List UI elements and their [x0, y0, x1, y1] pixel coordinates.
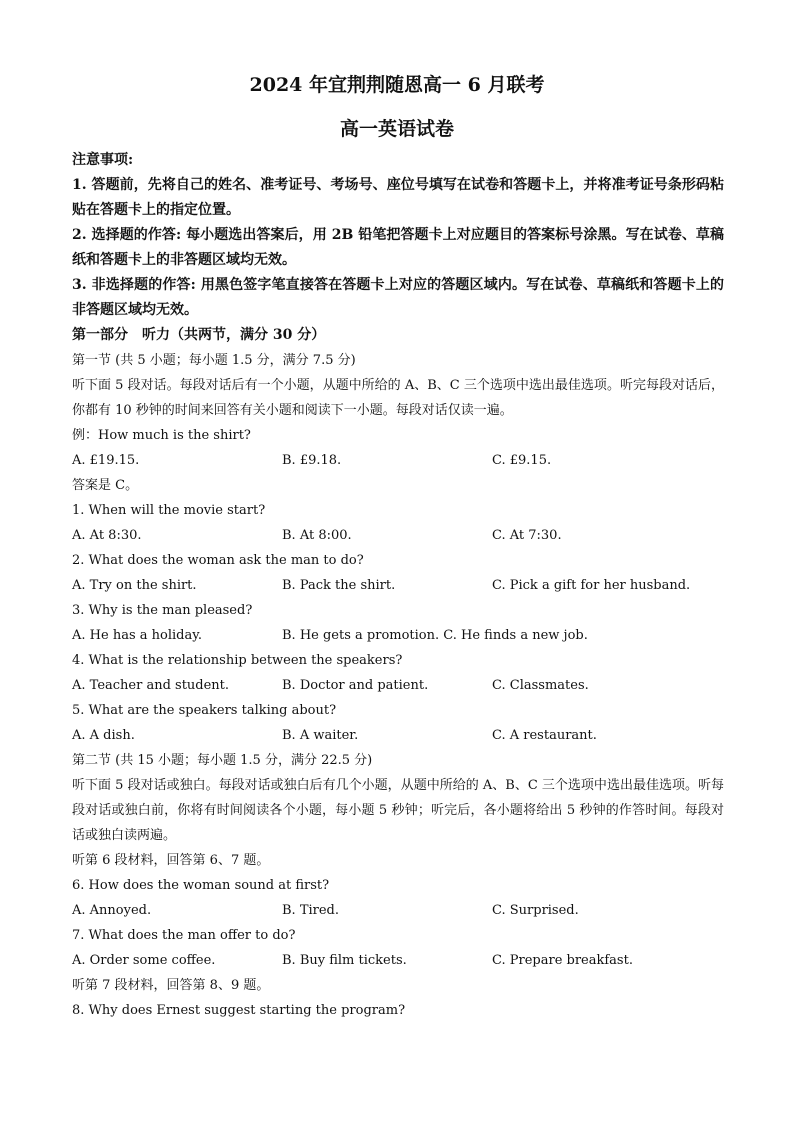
question-1-options: [72, 523, 724, 548]
question-2-options: [72, 573, 724, 598]
option-a: A. He has a holiday.: [72, 628, 202, 643]
question-7-options: [72, 948, 724, 973]
section1-instruction: 听下面 5 段对话。每段对话后有一个小题，从题中所给的 A、B、C 三个选项中选出最佳选项。听完每段对话后，你都有 10 秒钟的时间来回答有关小题和阅读下一小题。每段对话仅读一遍。: [72, 378, 724, 418]
option-b: B. A waiter.: [282, 728, 359, 743]
exam-title: 2024 年宜荆荆随恩高一 6 月联考: [249, 74, 545, 96]
option-b: B. Tired.: [282, 903, 340, 918]
option-b: B. Doctor and patient.: [282, 678, 429, 693]
option-a: A. A dish.: [72, 728, 135, 743]
option-b: B. At 8:00.: [282, 528, 352, 543]
section1-heading: 第一节 (共 5 小题；每小题 1.5 分，满分 7.5 分): [72, 353, 356, 368]
example-answer: 答案是 C。: [72, 478, 139, 493]
exam-content: [72, 148, 724, 1023]
option-b: B. Pack the shirt.: [282, 578, 396, 593]
option-c: C. Pick a gift for her husband.: [492, 578, 691, 593]
notice-item-1: 1. 答题前，先将自己的姓名、准考证号、考场号、座位号填写在试卷和答题卡上，并将准考证号条形码粘贴在答题卡上的指定位置。: [72, 177, 724, 218]
example-options: [72, 448, 724, 473]
part1-heading: 第一部分 听力（共两节，满分 30 分）: [72, 327, 326, 343]
option-b-c: B. He gets a promotion. C. He finds a new job.: [282, 628, 588, 643]
notice-item-3: 3. 非选择题的作答: 用黑色签字笔直接答在答题卡上对应的答题区域内。写在试卷、草稿纸和答题卡上的非答题区域均无效。: [72, 277, 724, 318]
question-1: 1. When will the movie start?: [72, 503, 266, 518]
option-a: A. £19.15.: [72, 453, 140, 468]
option-c: C. Surprised.: [492, 903, 579, 918]
option-b: B. Buy film tickets.: [282, 953, 407, 968]
option-a: A. Teacher and student.: [72, 678, 230, 693]
question-4-options: [72, 673, 724, 698]
question-6-options: [72, 898, 724, 923]
option-a: A. Order some coffee.: [72, 953, 216, 968]
question-2: 2. What does the woman ask the man to do?: [72, 553, 364, 568]
question-8: 8. Why does Ernest suggest starting the program?: [72, 1003, 406, 1018]
question-4: 4. What is the relationship between the speakers?: [72, 653, 403, 668]
material-7-note: 听第 7 段材料，回答第 8、9 题。: [72, 978, 270, 993]
section2-heading: 第二节 (共 15 小题；每小题 1.5 分，满分 22.5 分): [72, 753, 373, 768]
example-question: 例：How much is the shirt?: [72, 428, 251, 443]
option-c: C. At 7:30.: [492, 528, 562, 543]
option-c: C. A restaurant.: [492, 728, 597, 743]
option-c: C. Prepare breakfast.: [492, 953, 633, 968]
option-a: A. At 8:30.: [72, 528, 142, 543]
question-3-options: [72, 623, 724, 648]
option-b: B. £9.18.: [282, 453, 342, 468]
option-a: A. Try on the shirt.: [72, 578, 197, 593]
question-7: 7. What does the man offer to do?: [72, 928, 296, 943]
question-6: 6. How does the woman sound at first?: [72, 878, 330, 893]
section2-instruction: 听下面 5 段对话或独白。每段对话或独白后有几个小题，从题中所给的 A、B、C 三个选项中选出最佳选项。听每段对话或独白前，你将有时间阅读各个小题，每小题 5 秒钟；听完后，各小题将给出 5 秒钟的作答时间。每段对话或独白读两遍。: [72, 778, 724, 843]
question-5-options: [72, 723, 724, 748]
notice-item-2: 2. 选择题的作答: 每小题选出答案后，用 2B 铅笔把答题卡上对应题目的答案标号涂黑。写在试卷、草稿纸和答题卡上的非答题区域均无效。: [72, 227, 724, 268]
option-a: A. Annoyed.: [72, 903, 152, 918]
exam-subtitle: 高一英语试卷: [339, 118, 454, 140]
material-6-note: 听第 6 段材料，回答第 6、7 题。: [72, 853, 270, 868]
option-c: C. £9.15.: [492, 453, 552, 468]
question-3: 3. Why is the man pleased?: [72, 603, 253, 618]
notice-heading: 注意事项:: [72, 152, 134, 168]
option-c: C. Classmates.: [492, 678, 589, 693]
question-5: 5. What are the speakers talking about?: [72, 703, 337, 718]
